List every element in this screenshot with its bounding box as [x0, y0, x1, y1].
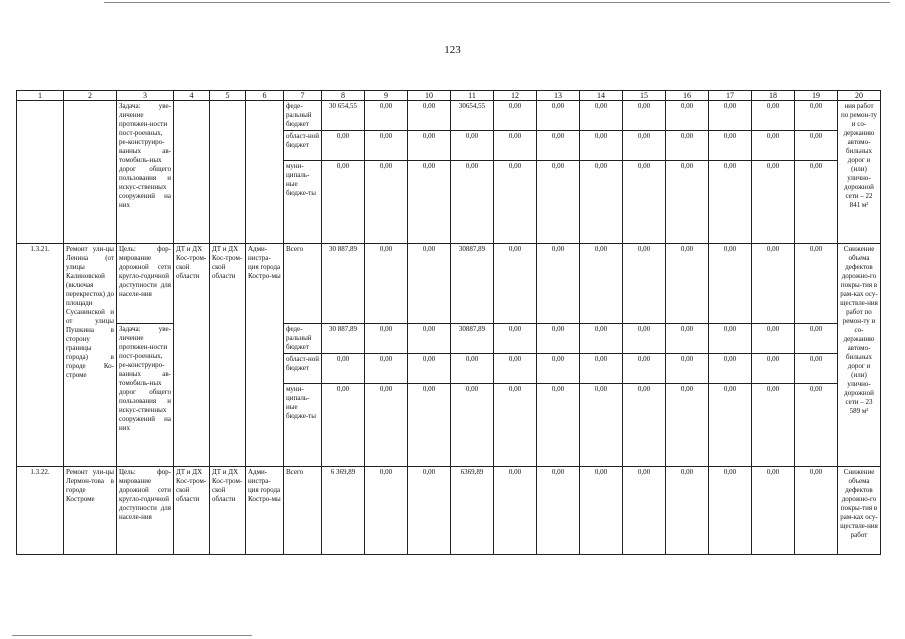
- column-number-header: 17: [709, 91, 752, 101]
- cont-c2: [64, 101, 117, 244]
- value-cell: 30 654,55: [322, 101, 365, 131]
- cont-row-0: [17, 101, 881, 131]
- value-cell: 0,00: [537, 384, 580, 467]
- value-cell: 0,00: [365, 324, 408, 354]
- column-number-header: 7: [284, 91, 322, 101]
- item-customer: ДТ и ДХ Кос-тром-ской области: [210, 244, 246, 467]
- page-number: 123: [444, 44, 461, 56]
- value-cell: 0,00: [623, 244, 666, 324]
- value-cell: 0,00: [580, 101, 623, 131]
- value-cell: 0,00: [537, 354, 580, 384]
- value-cell: 0,00: [709, 467, 752, 555]
- cont-result: ния работ по ремон-ту и со-держанию автомо-бильных дорог и (или) улично-дорожной сети – 22 841 м²: [838, 101, 881, 244]
- source-label: Всего: [284, 467, 322, 555]
- value-cell: 0,00: [666, 467, 709, 555]
- value-cell: 6369,89: [451, 467, 494, 555]
- value-cell: 0,00: [494, 101, 537, 131]
- value-cell: 0,00: [451, 131, 494, 161]
- value-cell: 0,00: [408, 101, 451, 131]
- item-recipient: Адми-нистра-ция города Костро-мы: [246, 244, 284, 467]
- value-cell: 0,00: [494, 467, 537, 555]
- value-cell: 0,00: [322, 161, 365, 244]
- value-cell: 0,00: [494, 161, 537, 244]
- cont-c5: [210, 101, 246, 244]
- value-cell: 30 887,89: [322, 244, 365, 324]
- value-cell: 0,00: [365, 354, 408, 384]
- item-recipient: Адми-нистра-ция города Костро-мы: [246, 467, 284, 555]
- value-cell: 30887,89: [451, 244, 494, 324]
- value-cell: 0,00: [580, 354, 623, 384]
- column-number-header: 12: [494, 91, 537, 101]
- column-number-header: 4: [174, 91, 210, 101]
- column-number-header: 13: [537, 91, 580, 101]
- value-cell: 0,00: [408, 467, 451, 555]
- item-executor: ДТ и ДХ Кос-тром-ской области: [174, 467, 210, 555]
- scan-edge-bottom: [12, 635, 252, 636]
- value-cell: 0,00: [795, 467, 838, 555]
- value-cell: 0,00: [666, 384, 709, 467]
- value-cell: 0,00: [408, 324, 451, 354]
- value-cell: 0,00: [623, 384, 666, 467]
- item-executor: ДТ и ДХ Кос-тром-ской области: [174, 244, 210, 467]
- value-cell: 0,00: [752, 384, 795, 467]
- value-cell: 0,00: [623, 354, 666, 384]
- value-cell: 6 369,89: [322, 467, 365, 555]
- value-cell: 0,00: [623, 131, 666, 161]
- column-number-header: 11: [451, 91, 494, 101]
- value-cell: 0,00: [537, 467, 580, 555]
- value-cell: 0,00: [408, 354, 451, 384]
- value-cell: 0,00: [666, 324, 709, 354]
- value-cell: 0,00: [537, 131, 580, 161]
- value-cell: 0,00: [451, 161, 494, 244]
- value-cell: 0,00: [408, 161, 451, 244]
- value-cell: 0,00: [494, 354, 537, 384]
- value-cell: 0,00: [365, 244, 408, 324]
- value-cell: 0,00: [752, 161, 795, 244]
- value-cell: 0,00: [451, 354, 494, 384]
- value-cell: 0,00: [408, 384, 451, 467]
- column-number-header: 14: [580, 91, 623, 101]
- item-result: Снижение объема дефектов дорожно-го покры-тия в рам-ках осу-ществле-ния работ: [838, 467, 881, 555]
- value-cell: 0,00: [494, 324, 537, 354]
- value-cell: 0,00: [580, 244, 623, 324]
- value-cell: 0,00: [537, 324, 580, 354]
- column-number-header: 1: [17, 91, 64, 101]
- value-cell: 0,00: [709, 354, 752, 384]
- value-cell: 0,00: [795, 324, 838, 354]
- value-cell: 0,00: [709, 384, 752, 467]
- value-cell: 0,00: [322, 354, 365, 384]
- value-cell: 30887,89: [451, 324, 494, 354]
- value-cell: 0,00: [709, 244, 752, 324]
- item-goal: Цель: фор-мирование дорожной сети кругло-годичной доступности для населе-ния: [117, 467, 174, 555]
- item-1321-row-0: [17, 244, 881, 324]
- value-cell: 0,00: [709, 101, 752, 131]
- value-cell: 0,00: [580, 161, 623, 244]
- value-cell: 0,00: [365, 101, 408, 131]
- column-number-header: 16: [666, 91, 709, 101]
- source-label: феде-ральный бюджет: [284, 101, 322, 131]
- value-cell: 0,00: [365, 161, 408, 244]
- value-cell: 0,00: [752, 354, 795, 384]
- item-number: 1.3.21.: [17, 244, 64, 467]
- item-1321-row-1: [17, 324, 881, 354]
- value-cell: 0,00: [666, 354, 709, 384]
- value-cell: 0,00: [623, 467, 666, 555]
- column-number-header: 15: [623, 91, 666, 101]
- source-label: област-ной бюджет: [284, 354, 322, 384]
- value-cell: 0,00: [752, 467, 795, 555]
- value-cell: 0,00: [795, 131, 838, 161]
- value-cell: 0,00: [752, 324, 795, 354]
- value-cell: 0,00: [795, 384, 838, 467]
- item-name: Ремонт ули-цы Ленина (от улицы Калиновской (включая перекресток) до площади Сусанинской и от улицы Пушкина в сторону границы города) в городе Ко-строме: [64, 244, 117, 467]
- column-number-header: 5: [210, 91, 246, 101]
- value-cell: 0,00: [666, 161, 709, 244]
- column-number-header: 10: [408, 91, 451, 101]
- item-name: Ремонт ули-цы Лермон-това в городе Костроме: [64, 467, 117, 555]
- item-number: 1.3.22.: [17, 467, 64, 555]
- value-cell: 0,00: [451, 384, 494, 467]
- value-cell: 0,00: [580, 384, 623, 467]
- source-label: феде-ральный бюджет: [284, 324, 322, 354]
- value-cell: 0,00: [494, 131, 537, 161]
- value-cell: 0,00: [795, 354, 838, 384]
- column-number-header: 8: [322, 91, 365, 101]
- value-cell: 0,00: [709, 324, 752, 354]
- value-cell: 0,00: [365, 384, 408, 467]
- value-cell: 0,00: [623, 161, 666, 244]
- value-cell: 0,00: [709, 161, 752, 244]
- value-cell: 0,00: [795, 244, 838, 324]
- budget-table: [16, 90, 881, 555]
- value-cell: 0,00: [537, 244, 580, 324]
- source-label: Всего: [284, 244, 322, 324]
- value-cell: 0,00: [580, 131, 623, 161]
- value-cell: 30 887,89: [322, 324, 365, 354]
- scan-edge-top: [104, 2, 890, 3]
- value-cell: 0,00: [666, 131, 709, 161]
- value-cell: 0,00: [795, 101, 838, 131]
- value-cell: 0,00: [537, 161, 580, 244]
- value-cell: 0,00: [666, 101, 709, 131]
- source-label: муни-ципаль-ные бюдже-ты: [284, 161, 322, 244]
- column-number-header: 6: [246, 91, 284, 101]
- item-result: Снижение объема дефектов дорожно-го покры-тия в рам-ках осу-ществле-ния работ по ремон-ту и со-держанию автомо-бильных дорог и (или) улично-дорожной сети – 23 589 м²: [838, 244, 881, 467]
- value-cell: 0,00: [365, 131, 408, 161]
- value-cell: 0,00: [709, 131, 752, 161]
- cont-c6: [246, 101, 284, 244]
- value-cell: 30654,55: [451, 101, 494, 131]
- source-label: област-ной бюджет: [284, 131, 322, 161]
- column-number-header: 19: [795, 91, 838, 101]
- value-cell: 0,00: [322, 384, 365, 467]
- value-cell: 0,00: [752, 131, 795, 161]
- item-customer: ДТ и ДХ Кос-тром-ской области: [210, 467, 246, 555]
- cont-c4: [174, 101, 210, 244]
- column-number-header: 18: [752, 91, 795, 101]
- column-number-header: 3: [117, 91, 174, 101]
- column-number-header: 20: [838, 91, 881, 101]
- value-cell: 0,00: [580, 467, 623, 555]
- value-cell: 0,00: [494, 244, 537, 324]
- cont-task: Задача: уве-личение протяжен-ности пост-роенных, ре-конструиро-ванных ав-томобиль-ных дорог общего пользования и искус-ственных сооружений на них: [117, 101, 174, 244]
- column-number-header: 9: [365, 91, 408, 101]
- value-cell: 0,00: [365, 467, 408, 555]
- source-label: муни-ципаль-ные бюдже-ты: [284, 384, 322, 467]
- value-cell: 0,00: [322, 131, 365, 161]
- value-cell: 0,00: [408, 244, 451, 324]
- cont-c1: [17, 101, 64, 244]
- value-cell: 0,00: [580, 324, 623, 354]
- value-cell: 0,00: [623, 101, 666, 131]
- value-cell: 0,00: [666, 244, 709, 324]
- value-cell: 0,00: [537, 101, 580, 131]
- item-task: Задача: уве-личение протяжен-ности пост-роенных, ре-конструиро-ванных ав-томобиль-ных дорог общего пользования и искус-ственных сооружений на них: [117, 324, 174, 467]
- value-cell: 0,00: [752, 101, 795, 131]
- column-number-header: 2: [64, 91, 117, 101]
- item-1322-row-0: [17, 467, 881, 555]
- value-cell: 0,00: [752, 244, 795, 324]
- value-cell: 0,00: [408, 131, 451, 161]
- value-cell: 0,00: [795, 161, 838, 244]
- value-cell: 0,00: [494, 384, 537, 467]
- column-number-row: [17, 91, 881, 101]
- item-goal: Цель: фор-мирование дорожной сети кругло-годичной доступности для населе-ния: [117, 244, 174, 324]
- value-cell: 0,00: [623, 324, 666, 354]
